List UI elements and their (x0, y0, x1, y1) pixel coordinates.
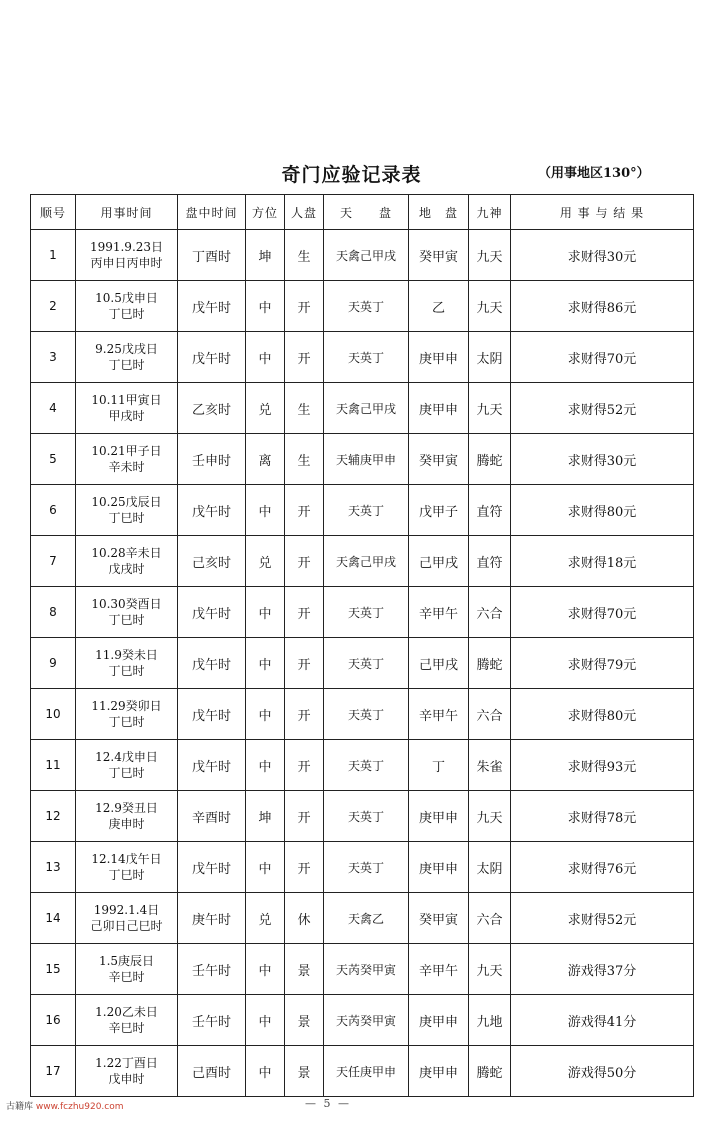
cell-result: 求财得52元 (511, 383, 694, 434)
cell-result: 求财得80元 (511, 485, 694, 536)
column-header: 天 盘 (324, 195, 409, 230)
cell-ren-pan: 生 (285, 230, 324, 281)
cell-pan-time: 戊午时 (178, 842, 246, 893)
use-date: 10.25戊辰日 (91, 495, 162, 509)
use-ganzhi: 辛巳时 (108, 970, 145, 984)
table-row (31, 638, 694, 689)
cell-ren-pan: 景 (285, 1046, 324, 1097)
cell-result: 求财得70元 (511, 587, 694, 638)
cell-ren-pan: 开 (285, 842, 324, 893)
cell-nine-spirits: 直符 (469, 536, 511, 587)
cell-result: 求财得86元 (511, 281, 694, 332)
column-header: 盘中时间 (178, 195, 246, 230)
column-header: 用 事 与 结 果 (511, 195, 694, 230)
cell-nine-spirits: 腾蛇 (469, 638, 511, 689)
table-row (31, 842, 694, 893)
cell-result: 求财得18元 (511, 536, 694, 587)
cell-ren-pan: 生 (285, 383, 324, 434)
cell-use-time (76, 1046, 178, 1097)
cell-di-pan: 庚甲申 (409, 791, 469, 842)
use-date: 10.5戊申日 (95, 291, 158, 305)
cell-tian-pan: 天任庚甲申 (324, 1046, 409, 1097)
cell-ren-pan: 开 (285, 485, 324, 536)
cell-tian-pan: 天英丁 (324, 587, 409, 638)
cell-pan-time: 戊午时 (178, 332, 246, 383)
cell-direction: 中 (246, 587, 285, 638)
cell-number: 15 (31, 944, 76, 995)
column-header: 方位 (246, 195, 285, 230)
cell-di-pan: 丁 (409, 740, 469, 791)
cell-direction: 中 (246, 638, 285, 689)
cell-tian-pan: 天英丁 (324, 485, 409, 536)
cell-use-time (76, 689, 178, 740)
cell-number: 13 (31, 842, 76, 893)
use-ganzhi: 丁巳时 (108, 511, 145, 525)
cell-pan-time: 丁酉时 (178, 230, 246, 281)
table-row (31, 485, 694, 536)
table-row (31, 230, 694, 281)
column-header: 地 盘 (409, 195, 469, 230)
cell-result: 求财得93元 (511, 740, 694, 791)
cell-tian-pan: 天英丁 (324, 689, 409, 740)
cell-result: 游戏得37分 (511, 944, 694, 995)
cell-nine-spirits: 六合 (469, 893, 511, 944)
cell-nine-spirits: 六合 (469, 689, 511, 740)
use-date: 1.20乙未日 (95, 1005, 158, 1019)
cell-nine-spirits: 九天 (469, 944, 511, 995)
cell-direction: 中 (246, 689, 285, 740)
cell-direction: 兑 (246, 893, 285, 944)
cell-nine-spirits: 九地 (469, 995, 511, 1046)
use-ganzhi: 丁巳时 (108, 715, 145, 729)
table-row (31, 689, 694, 740)
table-row (31, 434, 694, 485)
cell-number: 7 (31, 536, 76, 587)
cell-pan-time: 己亥时 (178, 536, 246, 587)
cell-direction: 坤 (246, 791, 285, 842)
table-row (31, 587, 694, 638)
cell-nine-spirits: 腾蛇 (469, 434, 511, 485)
record-table (30, 194, 694, 1097)
cell-ren-pan: 开 (285, 689, 324, 740)
cell-ren-pan: 生 (285, 434, 324, 485)
cell-use-time (76, 893, 178, 944)
cell-use-time (76, 587, 178, 638)
cell-di-pan: 己甲戌 (409, 638, 469, 689)
cell-ren-pan: 景 (285, 944, 324, 995)
use-ganzhi: 戊申时 (108, 1072, 145, 1086)
cell-nine-spirits: 太阴 (469, 332, 511, 383)
cell-tian-pan: 天英丁 (324, 842, 409, 893)
cell-di-pan: 庚甲申 (409, 332, 469, 383)
header-row (31, 195, 694, 230)
use-ganzhi: 己卯日己巳时 (90, 919, 163, 933)
cell-ren-pan: 景 (285, 995, 324, 1046)
cell-pan-time: 戊午时 (178, 638, 246, 689)
cell-result: 游戏得41分 (511, 995, 694, 1046)
cell-direction: 兑 (246, 383, 285, 434)
cell-nine-spirits: 直符 (469, 485, 511, 536)
cell-tian-pan: 天禽己甲戌 (324, 383, 409, 434)
use-date: 1.22丁酉日 (95, 1056, 158, 1070)
cell-direction: 中 (246, 1046, 285, 1097)
page-number: — 5 — (305, 1097, 351, 1110)
cell-pan-time: 壬午时 (178, 995, 246, 1046)
cell-pan-time: 戊午时 (178, 689, 246, 740)
cell-pan-time: 庚午时 (178, 893, 246, 944)
cell-ren-pan: 开 (285, 281, 324, 332)
cell-number: 6 (31, 485, 76, 536)
cell-number: 2 (31, 281, 76, 332)
table-row (31, 995, 694, 1046)
cell-use-time (76, 332, 178, 383)
cell-tian-pan: 天英丁 (324, 638, 409, 689)
cell-pan-time: 壬申时 (178, 434, 246, 485)
use-ganzhi: 庚申时 (108, 817, 145, 831)
table-body (31, 230, 694, 1097)
cell-nine-spirits: 九天 (469, 791, 511, 842)
use-ganzhi: 丁巳时 (108, 358, 145, 372)
use-date: 12.4戊申日 (95, 750, 158, 764)
cell-pan-time: 戊午时 (178, 485, 246, 536)
use-ganzhi: 丁巳时 (108, 868, 145, 882)
cell-result: 游戏得50分 (511, 1046, 694, 1097)
cell-nine-spirits: 六合 (469, 587, 511, 638)
column-header: 顺号 (31, 195, 76, 230)
table-row (31, 383, 694, 434)
cell-tian-pan: 天禽己甲戌 (324, 536, 409, 587)
use-date: 1992.1.4日 (93, 903, 160, 917)
cell-ren-pan: 开 (285, 332, 324, 383)
cell-nine-spirits: 朱雀 (469, 740, 511, 791)
cell-result: 求财得78元 (511, 791, 694, 842)
cell-direction: 中 (246, 332, 285, 383)
cell-pan-time: 辛酉时 (178, 791, 246, 842)
cell-result: 求财得80元 (511, 689, 694, 740)
cell-direction: 兑 (246, 536, 285, 587)
table-row (31, 944, 694, 995)
cell-nine-spirits: 九天 (469, 230, 511, 281)
cell-pan-time: 戊午时 (178, 587, 246, 638)
use-ganzhi: 丁巳时 (108, 307, 145, 321)
cell-direction: 坤 (246, 230, 285, 281)
cell-number: 9 (31, 638, 76, 689)
table-row (31, 893, 694, 944)
cell-use-time (76, 791, 178, 842)
table-row (31, 536, 694, 587)
cell-ren-pan: 开 (285, 740, 324, 791)
cell-tian-pan: 天英丁 (324, 332, 409, 383)
cell-result: 求财得30元 (511, 434, 694, 485)
cell-nine-spirits: 太阴 (469, 842, 511, 893)
table-row (31, 791, 694, 842)
use-date: 10.30癸酉日 (91, 597, 162, 611)
cell-tian-pan: 天芮癸甲寅 (324, 944, 409, 995)
use-ganzhi: 丁巳时 (108, 766, 145, 780)
page-title: 奇门应验记录表 (281, 164, 422, 186)
cell-use-time (76, 944, 178, 995)
cell-pan-time: 戊午时 (178, 281, 246, 332)
footer-watermark (6, 1099, 124, 1112)
cell-tian-pan: 天英丁 (324, 740, 409, 791)
site-name: 古籍库 (6, 1102, 34, 1112)
cell-di-pan: 庚甲申 (409, 383, 469, 434)
cell-use-time (76, 434, 178, 485)
use-ganzhi: 戊戌时 (108, 562, 145, 576)
use-date: 10.21甲子日 (91, 444, 162, 458)
cell-ren-pan: 开 (285, 536, 324, 587)
cell-di-pan: 庚甲申 (409, 995, 469, 1046)
table-row (31, 740, 694, 791)
cell-nine-spirits: 腾蛇 (469, 1046, 511, 1097)
cell-number: 14 (31, 893, 76, 944)
use-date: 1.5庚辰日 (98, 954, 155, 968)
use-date: 11.29癸卯日 (91, 699, 162, 713)
cell-di-pan: 辛甲午 (409, 944, 469, 995)
cell-direction: 中 (246, 842, 285, 893)
cell-use-time (76, 638, 178, 689)
cell-number: 1 (31, 230, 76, 281)
cell-direction: 离 (246, 434, 285, 485)
cell-direction: 中 (246, 995, 285, 1046)
use-ganzhi: 辛巳时 (108, 1021, 145, 1035)
cell-tian-pan: 天英丁 (324, 791, 409, 842)
cell-result: 求财得76元 (511, 842, 694, 893)
cell-result: 求财得30元 (511, 230, 694, 281)
table-row (31, 332, 694, 383)
cell-number: 12 (31, 791, 76, 842)
cell-number: 17 (31, 1046, 76, 1097)
use-ganzhi: 丁巳时 (108, 664, 145, 678)
cell-pan-time: 壬午时 (178, 944, 246, 995)
use-date: 11.9癸未日 (95, 648, 158, 662)
cell-tian-pan: 天禽乙 (324, 893, 409, 944)
cell-tian-pan: 天芮癸甲寅 (324, 995, 409, 1046)
cell-direction: 中 (246, 485, 285, 536)
cell-di-pan: 辛甲午 (409, 689, 469, 740)
cell-di-pan: 癸甲寅 (409, 230, 469, 281)
use-date: 12.14戊午日 (91, 852, 162, 866)
site-url: www.fczhu920.com (35, 1102, 124, 1112)
cell-ren-pan: 开 (285, 587, 324, 638)
cell-di-pan: 庚甲申 (409, 1046, 469, 1097)
cell-use-time (76, 536, 178, 587)
cell-use-time (76, 230, 178, 281)
cell-number: 4 (31, 383, 76, 434)
column-header: 用事时间 (76, 195, 178, 230)
use-date: 10.11甲寅日 (91, 393, 162, 407)
cell-use-time (76, 995, 178, 1046)
cell-pan-time: 戊午时 (178, 740, 246, 791)
use-date: 10.28辛未日 (91, 546, 162, 560)
column-header: 九神 (469, 195, 511, 230)
cell-di-pan: 癸甲寅 (409, 893, 469, 944)
cell-pan-time: 己酉时 (178, 1046, 246, 1097)
cell-use-time (76, 842, 178, 893)
region-note: （用事地区130°） (538, 166, 650, 181)
cell-tian-pan: 天英丁 (324, 281, 409, 332)
use-date: 9.25戊戌日 (95, 342, 158, 356)
cell-number: 8 (31, 587, 76, 638)
use-ganzhi: 丙申日丙申时 (90, 256, 163, 270)
cell-number: 10 (31, 689, 76, 740)
cell-tian-pan: 天辅庚甲申 (324, 434, 409, 485)
cell-nine-spirits: 九天 (469, 281, 511, 332)
cell-result: 求财得70元 (511, 332, 694, 383)
use-date: 12.9癸丑日 (95, 801, 158, 815)
cell-ren-pan: 开 (285, 791, 324, 842)
cell-di-pan: 乙 (409, 281, 469, 332)
use-ganzhi: 丁巳时 (108, 613, 145, 627)
cell-direction: 中 (246, 740, 285, 791)
cell-use-time (76, 740, 178, 791)
cell-result: 求财得52元 (511, 893, 694, 944)
cell-di-pan: 戊甲子 (409, 485, 469, 536)
table-row (31, 281, 694, 332)
cell-use-time (76, 383, 178, 434)
cell-direction: 中 (246, 944, 285, 995)
cell-ren-pan: 开 (285, 638, 324, 689)
cell-use-time (76, 281, 178, 332)
column-header: 人盘 (285, 195, 324, 230)
table-row (31, 1046, 694, 1097)
cell-ren-pan: 休 (285, 893, 324, 944)
cell-number: 5 (31, 434, 76, 485)
use-ganzhi: 甲戌时 (108, 409, 145, 423)
cell-number: 3 (31, 332, 76, 383)
cell-tian-pan: 天禽己甲戌 (324, 230, 409, 281)
cell-di-pan: 己甲戌 (409, 536, 469, 587)
cell-nine-spirits: 九天 (469, 383, 511, 434)
cell-di-pan: 庚甲申 (409, 842, 469, 893)
cell-di-pan: 辛甲午 (409, 587, 469, 638)
use-ganzhi: 辛未时 (108, 460, 145, 474)
cell-direction: 中 (246, 281, 285, 332)
use-date: 1991.9.23日 (89, 240, 164, 254)
cell-di-pan: 癸甲寅 (409, 434, 469, 485)
cell-pan-time: 乙亥时 (178, 383, 246, 434)
cell-use-time (76, 485, 178, 536)
cell-number: 11 (31, 740, 76, 791)
cell-result: 求财得79元 (511, 638, 694, 689)
cell-number: 16 (31, 995, 76, 1046)
